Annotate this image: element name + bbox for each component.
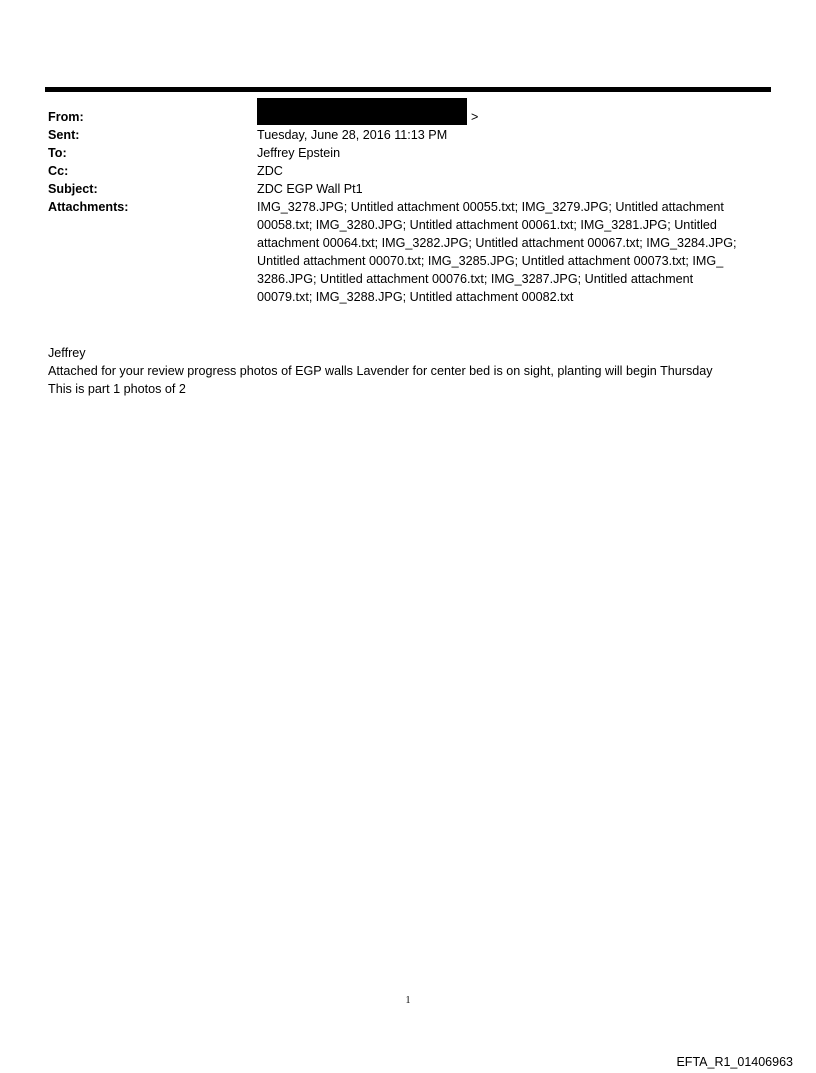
page-number: 1 [405,995,411,1006]
attachments-line: 3286.JPG; Untitled attachment 00076.txt; IMG_3287.JPG; Untitled attachment [257,272,694,286]
email-header [48,108,768,306]
attachments-line: 00058.txt; IMG_3280.JPG; Untitled attachment 00061.txt; IMG_3281.JPG; Untitled [257,218,717,232]
body-line: Attached for your review progress photos of EGP walls Lavender for center bed is on sight, planting will begin Thursday [48,364,713,378]
subject-label: Subject: [48,182,98,196]
from-row [48,108,768,126]
attachments-line: IMG_3278.JPG; Untitled attachment 00055.txt; IMG_3279.JPG; Untitled attachment [257,200,724,214]
greeting: Jeffrey [48,346,86,360]
attachments-row [48,198,768,306]
to-row [48,144,768,162]
attachments-line: Untitled attachment 00070.txt; IMG_3285.JPG; Untitled attachment 00073.txt; IMG_ [257,254,724,268]
to-label: To: [48,146,67,160]
to-value: Jeffrey Epstein [257,146,341,160]
attachments-list [257,198,768,306]
sent-value: Tuesday, June 28, 2016 11:13 PM [257,128,448,142]
attachments-label: Attachments: [48,200,129,214]
document-id: EFTA_R1_01406963 [676,1055,793,1069]
attachments-line: attachment 00064.txt; IMG_3282.JPG; Untitled attachment 00067.txt; IMG_3284.JPG; [257,236,737,250]
cc-label: Cc: [48,164,69,178]
from-value-tail: > [471,110,479,124]
cc-value: ZDC [257,164,283,178]
subject-value: ZDC EGP Wall Pt1 [257,182,363,196]
attachments-line: 00079.txt; IMG_3288.JPG; Untitled attachment 00082.txt [257,290,574,304]
email-body [48,344,778,398]
from-label: From: [48,110,84,124]
subject-row [48,180,768,198]
cc-row [48,162,768,180]
from-value [257,108,768,126]
header-rule [45,87,771,92]
sent-label: Sent: [48,128,80,142]
redaction-block [257,98,467,125]
body-line: This is part 1 photos of 2 [48,382,186,396]
sent-row [48,126,768,144]
